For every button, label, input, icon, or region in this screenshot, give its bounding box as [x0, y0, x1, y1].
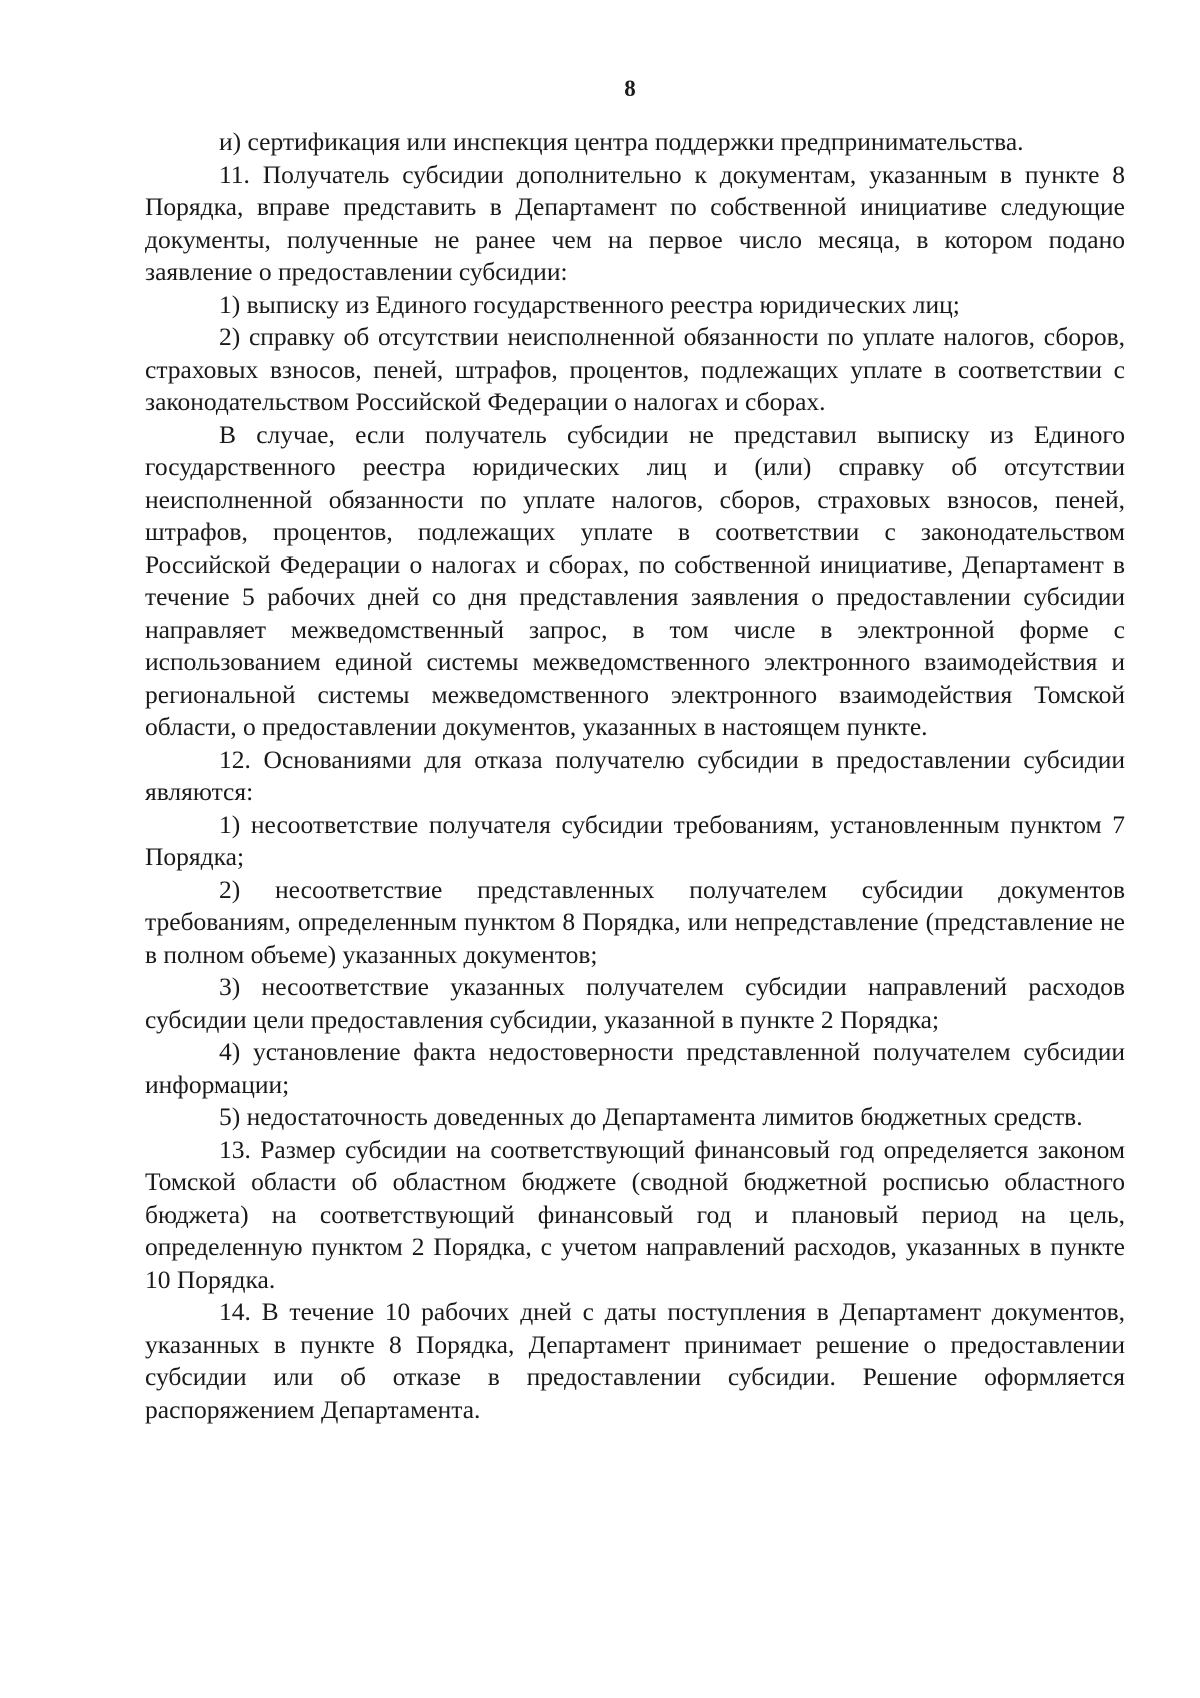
paragraph-clause-13: 13. Размер субсидии на соответствующий финансовый год определяется законом Томской области об областном бюджете (сводной бюджетной росписью областного бюджета) на соответствующий финансовый год и плановый период на цель, определенную пунктом 2 Порядка, с учетом направлений расходов, указанных в пункте 10 Порядка.	[145, 1134, 1125, 1294]
paragraph-clause-12-item-4: 4) установление факта недостоверности представленной получателем субсидии информации;	[145, 1037, 1125, 1099]
paragraph-item-i: и) сертификация или инспекция центра поддержки предпринимательства.	[219, 127, 1024, 156]
paragraph-clause-12-item-5: 5) недостаточность доведенных до Департамента лимитов бюджетных средств.	[219, 1102, 1083, 1131]
paragraph-clause-11-note: В случае, если получатель субсидии не представил выписку из Единого государственного реестра юридических лиц и (или) справку об отсутствии неисполненной обязанности по уплате налогов, сборов, страховых взносов, пеней, штрафов, процентов, подлежащих уплате в соответствии с законодательством Российской Федерации о налогах и сборах, по собственной инициативе, Департамент в течение 5 рабочих дней со дня представления заявления о предоставлении субсидии направляет межведомственный запрос, в том числе в электронной форме с использованием единой системы межведомственного электронного взаимодействия и региональной системы межведомственного электронного взаимодействия Томской области, о предоставлении документов, указанных в настоящем пункте.	[145, 419, 1125, 741]
paragraph-clause-11: 11. Получатель субсидии дополнительно к документам, указанным в пункте 8 Порядка, вправе представить в Департамент по собственной инициативе следующие документы, полученные не ранее чем на первое число месяца, в котором подано заявление о предоставлении субсидии:	[145, 159, 1125, 286]
paragraph-clause-11-item-1: 1) выписку из Единого государственного реестра юридических лиц;	[219, 289, 960, 319]
paragraph-clause-12-item-2: 2) несоответствие представленных получателем субсидии документов требованиям, определенным пунктом 8 Порядка, или непредставление (представление не в полном объеме) указанных документов;	[145, 874, 1125, 969]
document-body	[145, 126, 1125, 1426]
paragraph-clause-12-item-3: 3) несоответствие указанных получателем субсидии направлений расходов субсидии цели предоставления субсидии, указанной в пункте 2 Порядка;	[145, 972, 1125, 1034]
paragraph-clause-12: 12. Основаниями для отказа получателю субсидии в предоставлении субсидии являются:	[145, 744, 1125, 806]
page-number: 8	[624, 76, 636, 101]
paragraph-clause-14: 14. В течение 10 рабочих дней с даты поступления в Департамент документов, указанных в пункте 8 Порядка, Департамент принимает решение о предоставлении субсидии или об отказе в предоставлении субсидии. Решение оформляется распоряжением Департамента.	[145, 1297, 1125, 1424]
paragraph-clause-12-item-1: 1) несоответствие получателя субсидии требованиям, установленным пунктом 7 Порядка;	[145, 809, 1125, 871]
paragraph-clause-11-item-2: 2) справку об отсутствии неисполненной обязанности по уплате налогов, сборов, страховых взносов, пеней, штрафов, процентов, подлежащих уплате в соответствии с законодательством Российской Федерации о налогах и сборах.	[145, 322, 1125, 416]
